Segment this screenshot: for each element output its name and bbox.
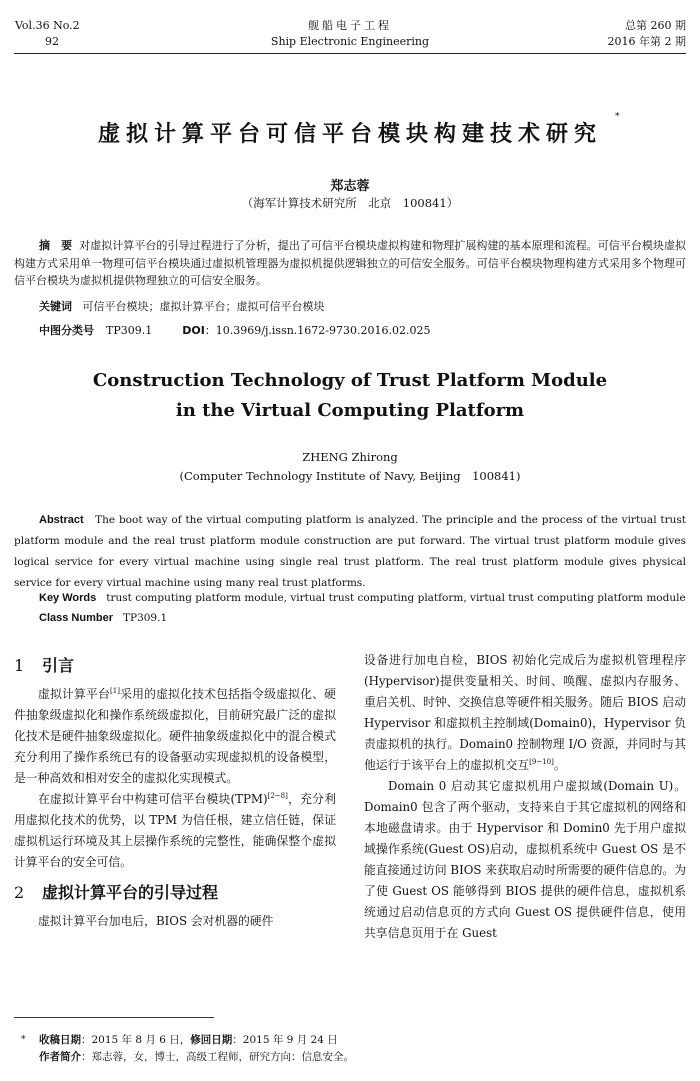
- paragraph-intro-1: [14, 684, 336, 789]
- keywords-cn: [39, 298, 325, 315]
- doi-value: ：10.3969/j.issn.1672-9730.2016.02.025: [204, 324, 431, 337]
- keywords-en-text: trust computing platform module, virtual trust computing platform, virtual trust computing platform module: [106, 592, 686, 604]
- title-footnote-mark: *: [615, 112, 620, 122]
- footnote-dates: [39, 1032, 354, 1049]
- author-name-en: ZHENG Zhirong: [302, 450, 398, 464]
- section-heading-1: [14, 654, 336, 678]
- footnote-rule: [14, 1017, 214, 1018]
- header-rule: [14, 53, 686, 54]
- footnote: [21, 1032, 354, 1066]
- section-heading-2: [14, 881, 336, 905]
- running-header-right: [608, 18, 686, 50]
- affiliation-cn: （海军计算技术研究所 北京 100841）: [241, 196, 459, 210]
- text-run: 设备进行加电自检，BIOS 初始化完成后为虚拟机管理程序(Hypervisor)提供变量相关、时间、唤醒、虚拟内存服务、重启关机、时钟、交换信息等硬件相关服务。随后 BIOS 启动 Hypervisor 和虚拟机主控制域(Domain0)，Hypervisor 负责虚拟机的执行。Domain0 控制物理 I/O 资源，并同时与其他运行于该平台上的虚拟机交互: [364, 653, 686, 772]
- doi-label: DOI: [182, 324, 205, 337]
- paragraph-boot-2: [364, 650, 686, 776]
- text-run: 采用的虚拟化技术包括指令级虚拟化、硬件抽象级虚拟化和操作系统级虚拟化，目前研究最广泛的虚拟化技术是硬件抽象级虚拟化。硬件抽象级虚拟化中的混合模式充分利用了操作系统已有的设备驱动实现虚拟机的设备模型，是一种高效和相对安全的虚拟化实现模式。: [14, 687, 336, 785]
- keywords-cn-label: 关键词: [39, 300, 72, 313]
- paragraph-boot-3: Domain 0 启动其它虚拟机用户虚拟域(Domain U)。Domain0 包含了两个驱动，支持来自于其它虚拟机的网络和本地磁盘请求。由于 Hypervisor 和 Domin0 先于用户虚拟域操作系统(Guest OS)启动，虚拟机系统中 Guest OS 是不能直接通过访问 BIOS 来获取启动时所需要的硬件信息的。为了使 Guest OS 能够得到 BIOS 提供的硬件信息，虚拟机系统通过启动信息页的方式向 Guest OS 提供硬件信息，使用共享信息页用于在 Guest: [364, 779, 686, 940]
- journal-name-en: Ship Electronic Engineering: [270, 35, 430, 48]
- paper-title-en-line1: Construction Technology of Trust Platform Module: [92, 370, 608, 391]
- section-title-2: 虚拟计算平台的引导过程: [42, 883, 219, 902]
- affiliation-en: (Computer Technology Institute of Navy, Beijing 100841): [179, 469, 521, 483]
- paper-title-en-line2: in the Virtual Computing Platform: [175, 400, 525, 421]
- bio-label: 作者简介: [39, 1051, 81, 1063]
- paper-title-en: [0, 366, 700, 426]
- abstract-en-text: The boot way of the virtual computing platform is analyzed. The principle and the process of the virtual trust platform module and the real trust platform module construction are put forward. The virtual trust platform module gives logical service for every virtual machine using single real trust platform. The real trust platform module gives physical service for every virtual machine using many real trust platforms.: [14, 514, 687, 589]
- journal-name-cn: 舰船电子工程: [308, 19, 392, 32]
- keywords-cn-text: 可信平台模块；虚拟计算平台；虚拟可信平台模块: [82, 300, 325, 313]
- abstract-cn: [14, 237, 686, 290]
- revised-date: ：2015 年 9 月 24 日: [232, 1034, 338, 1046]
- bio-text: ：郑志蓉，女，博士，高级工程师，研究方向：信息安全。: [81, 1051, 354, 1063]
- keywords-en: [39, 590, 686, 607]
- abstract-cn-text: 对虚拟计算平台的引导过程进行了分析，提出了可信平台模块虚拟构建和物理扩展构建的基本原理和流程。可信平台模块虚拟构建方式采用单一物理可信平台模块通过虚拟机管理器为虚拟机提供逻辑独立的可信安全服务。可信平台模块物理构建方式采用多个物理可信平台模块为虚拟机提供物理独立的可信安全服务。: [14, 239, 686, 287]
- received-label: 收稿日期: [39, 1034, 81, 1046]
- page-number: 92: [45, 35, 59, 48]
- footnote-bio: [39, 1049, 354, 1066]
- classification-cn: [39, 322, 430, 339]
- abstract-cn-label: 摘 要: [39, 239, 73, 252]
- section-number-1: 1: [14, 656, 25, 675]
- abstract-en-label: Abstract: [39, 514, 84, 526]
- body-left-column: [14, 650, 336, 932]
- running-header-center: [0, 18, 700, 50]
- paragraph-boot-1: 虚拟计算平台加电后，BIOS 会对机器的硬件: [38, 914, 274, 928]
- text-run: 在虚拟计算平台中构建可信平台模块(TPM): [38, 792, 268, 806]
- classification-cn-label: 中图分类号: [39, 324, 94, 337]
- classification-en-label: Class Number: [39, 612, 113, 624]
- revised-label: 修回日期: [190, 1034, 233, 1046]
- issue-total: 总第 260 期: [625, 19, 686, 32]
- text-run: 。: [553, 758, 566, 772]
- keywords-en-label: Key Words: [39, 592, 97, 604]
- classification-en-code: TP309.1: [123, 612, 168, 624]
- paper-title-cn: 虚拟计算平台可信平台模块构建技术研究: [97, 122, 602, 147]
- text-run: 虚拟计算平台: [38, 687, 111, 701]
- footnote-mark: *: [21, 1035, 26, 1045]
- section-number-2: 2: [14, 883, 25, 902]
- classification-cn-code: TP309.1: [106, 324, 153, 337]
- section-title-1: 引言: [42, 656, 75, 675]
- paragraph-intro-2: [14, 789, 336, 873]
- citation-ref: [2~8]: [267, 792, 288, 801]
- citation-ref: [1]: [110, 687, 120, 696]
- body-right-column: [364, 650, 686, 944]
- volume-issue: Vol.36 No.2: [15, 19, 80, 32]
- issue-year: 2016 年第 2 期: [607, 35, 686, 48]
- abstract-en: [14, 510, 686, 594]
- classification-en: [39, 610, 167, 627]
- received-date: ：2015 年 8 月 6 日，: [81, 1034, 191, 1046]
- citation-ref: [9~10]: [529, 758, 554, 767]
- author-name-cn: 郑志蓉: [330, 179, 370, 194]
- text-run: ，充分利用虚拟化技术的优势，以 TPM 为信任根，建立信任链，保证虚拟机运行环境及其上层操作系统的完整性，能确保整个虚拟计算平台的安全可信。: [14, 792, 336, 869]
